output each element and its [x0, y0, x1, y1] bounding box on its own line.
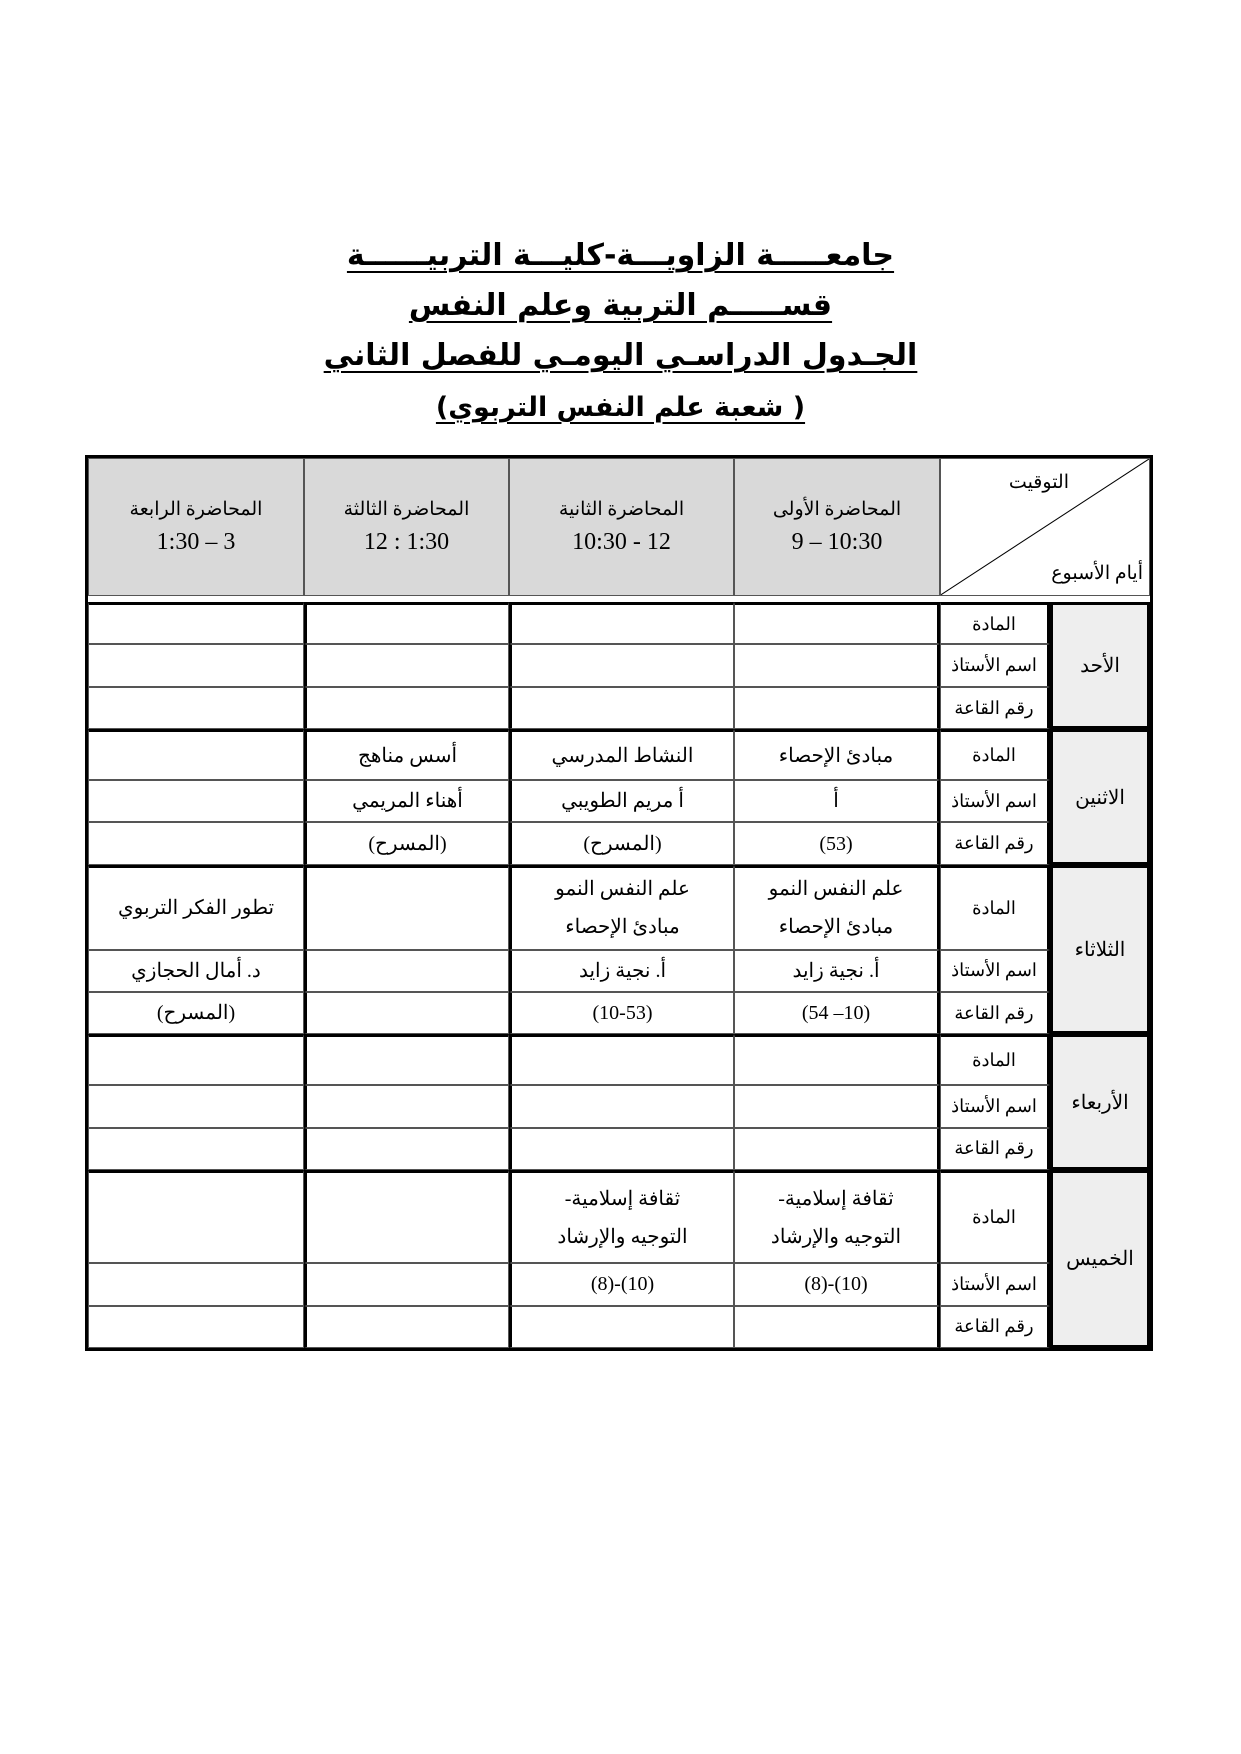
row-label-room: رقم القاعة	[940, 1128, 1050, 1170]
schedule-cell	[88, 780, 304, 822]
table-row	[88, 1263, 1150, 1305]
period-header-3	[304, 458, 509, 596]
period-label: المحاضرة الثانية	[558, 498, 685, 520]
schedule-cell	[734, 644, 940, 686]
schedule-cell	[509, 687, 734, 729]
schedule-cell	[304, 865, 509, 950]
table-row	[88, 1306, 1150, 1349]
schedule-cell: (53)	[734, 822, 940, 864]
period-label: المحاضرة الأولى	[772, 498, 902, 520]
schedule-cell	[88, 644, 304, 686]
table-row	[88, 729, 1150, 780]
table-row	[88, 992, 1150, 1034]
schedule-cell: (10-53)	[509, 992, 734, 1034]
schedule-cell	[304, 1085, 509, 1127]
period-time: 1:30 – 3	[156, 528, 236, 555]
schedule-cell	[304, 1170, 509, 1263]
schedule-cell	[88, 822, 304, 864]
row-label-teacher: اسم الأستاذ	[940, 950, 1050, 992]
row-label-subject: المادة	[940, 602, 1050, 644]
row-label-subject: المادة	[940, 729, 1050, 780]
schedule-cell: (10– 54)	[734, 992, 940, 1034]
department-title: قســـــم التربية وعلم النفس	[408, 288, 833, 323]
schedule-cell: تطور الفكر التربوي	[88, 865, 304, 950]
schedule-title: الجـدول الدراسـي اليومـي للفصل الثاني	[323, 338, 918, 373]
period-time: 9 – 10:30	[791, 528, 883, 555]
table-row	[88, 644, 1150, 686]
corner-label-time: التوقيت	[1008, 472, 1069, 493]
day-name: الأربعاء	[1050, 1034, 1150, 1170]
schedule-cell	[509, 1306, 734, 1349]
schedule-cell: علم النفس النمو مبادئ الإحصاء	[509, 865, 734, 950]
schedule-cell: أ. نجية زايد	[509, 950, 734, 992]
university-title: جامعـــــة الزاويـــة-كليـــة التربيــــــة	[346, 238, 895, 273]
schedule-cell	[304, 1128, 509, 1170]
schedule-cell: أ	[734, 780, 940, 822]
schedule-cell	[304, 644, 509, 686]
table-row	[88, 1034, 1150, 1085]
day-name: الخميس	[1050, 1170, 1150, 1348]
table-row	[88, 780, 1150, 822]
table-row	[88, 602, 1150, 644]
schedule-cell	[304, 1034, 509, 1085]
corner-label-days: أيام الأسبوع	[1051, 562, 1143, 584]
row-label-subject: المادة	[940, 865, 1050, 950]
row-label-subject: المادة	[940, 1034, 1050, 1085]
schedule-cell	[509, 1034, 734, 1085]
period-label: المحاضرة الرابعة	[129, 498, 263, 520]
schedule-cell	[304, 1263, 509, 1305]
schedule-cell: د. أمال الحجازي	[88, 950, 304, 992]
schedule-cell: أ. نجية زايد	[734, 950, 940, 992]
schedule-cell: أهناء المريمي	[304, 780, 509, 822]
schedule-cell	[734, 687, 940, 729]
schedule-cell: أ مريم الطويبي	[509, 780, 734, 822]
schedule-cell: مبادئ الإحصاء	[734, 729, 940, 780]
schedule-cell	[509, 1085, 734, 1127]
period-label: المحاضرة الثالثة	[343, 498, 470, 520]
day-name: الاثنين	[1050, 729, 1150, 865]
period-header-4	[88, 458, 304, 596]
schedule-cell	[509, 1128, 734, 1170]
schedule-cell	[88, 1085, 304, 1127]
schedule-cell	[88, 1263, 304, 1305]
row-label-teacher: اسم الأستاذ	[940, 644, 1050, 686]
period-header-1	[734, 458, 940, 596]
schedule-cell: (10)-(8)	[734, 1263, 940, 1305]
schedule-cell: النشاط المدرسي	[509, 729, 734, 780]
schedule-cell: علم النفس النمو مبادئ الإحصاء	[734, 865, 940, 950]
schedule-cell	[88, 1034, 304, 1085]
schedule-cell	[88, 687, 304, 729]
schedule-cell	[509, 602, 734, 644]
schedule-cell: (المسرح)	[509, 822, 734, 864]
schedule-cell	[734, 1306, 940, 1349]
schedule-cell: ثقافة إسلامية- التوجيه والإرشاد	[734, 1170, 940, 1263]
period-header-2	[509, 458, 734, 596]
row-label-room: رقم القاعة	[940, 687, 1050, 729]
schedule-cell	[88, 1170, 304, 1263]
table-row	[88, 950, 1150, 992]
schedule-cell	[304, 1306, 509, 1349]
row-label-room: رقم القاعة	[940, 992, 1050, 1034]
schedule-cell: ثقافة إسلامية- التوجيه والإرشاد	[509, 1170, 734, 1263]
section-subtitle: ( شعبة علم النفس التربوي)	[435, 392, 806, 423]
row-label-teacher: اسم الأستاذ	[940, 1085, 1050, 1127]
table-row	[88, 687, 1150, 729]
schedule-cell	[304, 602, 509, 644]
period-time: 12 : 1:30	[363, 528, 450, 555]
row-label-subject: المادة	[940, 1170, 1050, 1263]
schedule-cell	[509, 644, 734, 686]
schedule-cell: (المسرح)	[88, 992, 304, 1034]
schedule-cell	[304, 687, 509, 729]
table-row	[88, 1170, 1150, 1263]
schedule-cell	[304, 992, 509, 1034]
schedule-cell: (المسرح)	[304, 822, 509, 864]
corner-cell	[940, 458, 1150, 596]
schedule-table-frame	[85, 455, 1153, 1351]
row-label-room: رقم القاعة	[940, 822, 1050, 864]
schedule-cell	[734, 1034, 940, 1085]
schedule-cell: (10)-(8)	[509, 1263, 734, 1305]
schedule-cell	[304, 950, 509, 992]
row-label-teacher: اسم الأستاذ	[940, 780, 1050, 822]
schedule-table	[88, 458, 1150, 1348]
header-row	[88, 458, 1150, 596]
schedule-cell	[734, 602, 940, 644]
table-row	[88, 1128, 1150, 1170]
schedule-cell	[88, 729, 304, 780]
schedule-cell	[734, 1085, 940, 1127]
schedule-cell	[88, 1128, 304, 1170]
table-row	[88, 865, 1150, 950]
table-row	[88, 1085, 1150, 1127]
row-label-room: رقم القاعة	[940, 1306, 1050, 1349]
period-time: 10:30 - 12	[572, 528, 671, 555]
schedule-cell	[734, 1128, 940, 1170]
table-row	[88, 822, 1150, 864]
schedule-cell	[88, 602, 304, 644]
schedule-cell	[88, 1306, 304, 1349]
row-label-teacher: اسم الأستاذ	[940, 1263, 1050, 1305]
schedule-cell: أسس مناهج	[304, 729, 509, 780]
day-name: الثلاثاء	[1050, 865, 1150, 1035]
day-name: الأحد	[1050, 602, 1150, 729]
